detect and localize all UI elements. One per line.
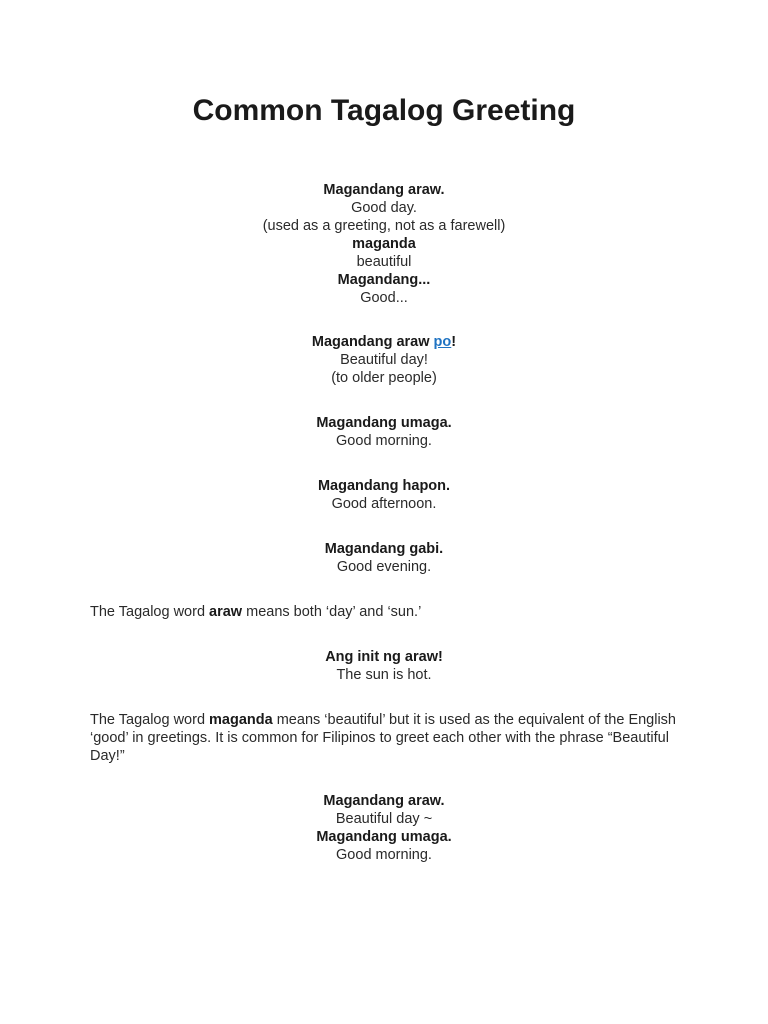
phrase: Magandang umaga.	[316, 829, 452, 845]
vocab-word: maganda	[352, 236, 416, 252]
prefix-meaning: Good...	[360, 290, 408, 306]
greeting-block-polite	[0, 333, 768, 387]
para-keyword: maganda	[209, 712, 273, 728]
para-text: The Tagalog word	[90, 712, 210, 728]
greeting-block-morning	[0, 414, 768, 450]
translation: The sun is hot.	[336, 667, 432, 683]
phrase	[0, 333, 768, 351]
greeting-block-good-day	[0, 181, 768, 307]
page-title: Common Tagalog Greeting	[192, 94, 576, 127]
translation: Good morning.	[336, 433, 432, 449]
translation: Good afternoon.	[331, 496, 437, 512]
phrase: Magandang gabi.	[324, 541, 444, 557]
para-text: means ‘beautiful’ but it is used as the equivalent of the English ‘good’ in greetings. It is common for Filipinos to greet each other with the phrase “Beautiful Day!”	[90, 712, 676, 764]
translation: Beautiful day!	[340, 352, 428, 368]
translation: Good morning.	[336, 847, 432, 863]
paragraph-araw	[90, 603, 690, 621]
translation: Beautiful day ~	[335, 811, 433, 827]
phrase-start: Magandang araw	[311, 334, 434, 350]
greeting-block-afternoon	[0, 477, 768, 513]
phrase: Magandang hapon.	[317, 478, 451, 494]
para-text: The Tagalog word	[90, 604, 210, 620]
paragraph-maganda	[90, 711, 690, 765]
vocab-meaning: beautiful	[356, 254, 412, 270]
phrase: Magandang araw.	[323, 182, 445, 198]
phrase: Magandang umaga.	[316, 415, 452, 431]
para-keyword: araw	[209, 604, 243, 620]
prefix-phrase: Magandang...	[337, 272, 431, 288]
para-text: means both ‘day’ and ‘sun.’	[242, 604, 422, 620]
translation: Good evening.	[336, 559, 432, 575]
phrase: Magandang araw.	[323, 793, 445, 809]
greeting-block-summary	[0, 792, 768, 864]
phrase: Ang init ng araw!	[325, 649, 443, 665]
po-link[interactable]: po	[433, 334, 452, 350]
translation: Good day.	[351, 200, 417, 216]
phrase-end: !	[451, 334, 457, 350]
usage-note: (to older people)	[331, 370, 437, 386]
greeting-block-evening	[0, 540, 768, 576]
example-block-sun	[0, 648, 768, 684]
usage-note: (used as a greeting, not as a farewell)	[262, 218, 506, 234]
